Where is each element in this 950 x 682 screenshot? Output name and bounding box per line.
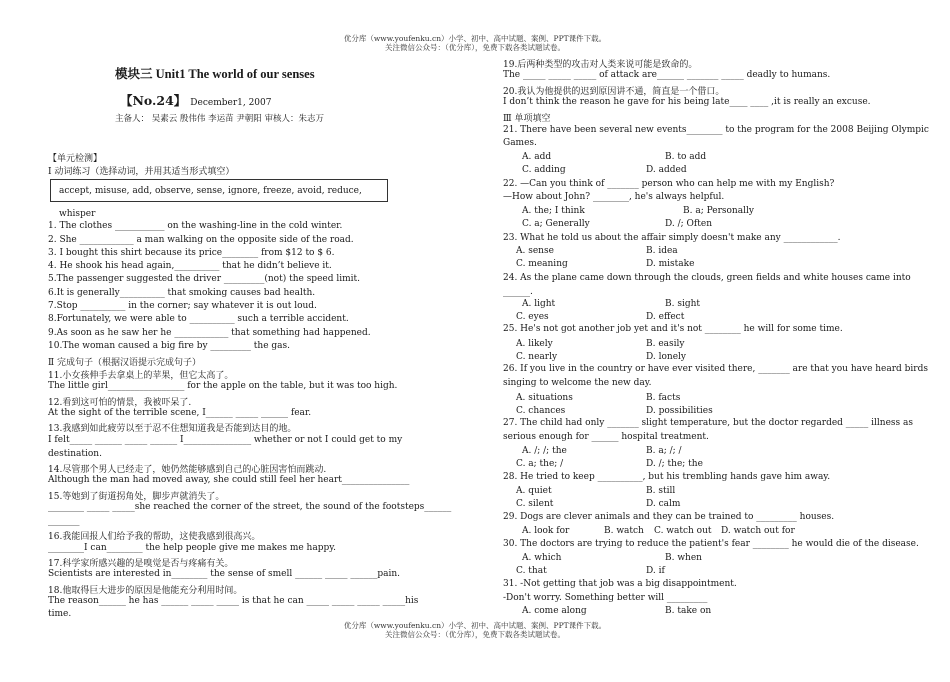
answer-option: A. come along (522, 606, 587, 616)
right-line: 25. He's not got another job yet and it's not ________ he will for some time. (503, 324, 843, 334)
right-line: Ⅲ 单项填空 (503, 114, 551, 124)
right-line: I don’t think the reason he gave for his being late____ ____ ,it is really an excuse. (503, 97, 871, 107)
left-line: The little girl_________________ for the apple on the table, but it was too high. (48, 381, 398, 391)
right-line: ______. (503, 287, 533, 297)
answer-option: B. watch (604, 526, 644, 536)
section-1-heading: I 动词练习（选择动词，并用其适当形式填空） (48, 167, 235, 177)
left-line: Ⅱ 完成句子（根据汉语提示完成句子） (48, 358, 201, 368)
right-line: 31. -Not getting that job was a big disappointment. (503, 579, 737, 589)
right-line: 21. There have been several new events________ to the program for the 2008 Beijing Olympic (503, 125, 929, 135)
page-header (0, 34, 950, 52)
answer-option: A. the; I think (522, 206, 585, 216)
answer-option: A. situations (516, 393, 573, 403)
answer-option: A. which (522, 553, 562, 563)
answer-option: C. a; the; / (516, 459, 564, 469)
header-line-1: 优分库（www.youfenku.cn）小学、初中、高中试题、案例、PPT课件下载。 (343, 34, 607, 43)
answer-option: B. idea (646, 246, 678, 256)
answer-option: B. a; Personally (683, 206, 754, 216)
left-line: 18.他取得巨大进步的原因是他能充分利用时间。 (48, 586, 243, 596)
left-line: 9.As soon as he saw her he ____________ that something had happened. (48, 328, 371, 338)
answer-option: A. add (522, 152, 552, 162)
left-line: time. (48, 609, 72, 619)
left-line: 2. She ____________ a man walking on the opposite side of the road. (48, 235, 354, 245)
answer-option: D. lonely (646, 352, 686, 362)
answer-option: C. silent (516, 499, 554, 509)
left-line: destination. (48, 449, 102, 459)
left-line: I felt_____ ______ _____ ______ I_______________ whether or not I could get to my (48, 435, 403, 445)
doc-number-label: 【No.24】 (120, 93, 187, 108)
answer-option: D. effect (646, 312, 685, 322)
answer-option: D. added (646, 165, 687, 175)
right-line: 19.后两种类型的攻击对人类来说可能是致命的。 (503, 60, 698, 70)
right-line: 20.我认为他提供的迟到原因讲不通，简直是一个借口。 (503, 87, 725, 97)
left-line: 15.等她到了街道拐角处，脚步声就消失了。 (48, 492, 225, 502)
footer-line-1: 优分库（www.youfenku.cn）小学、初中、高中试题、案例、PPT课件下载。 (343, 621, 607, 630)
right-line: 28. He tried to keep __________, but his trembling hands gave him away. (503, 472, 831, 482)
doc-staff: 主备人： 吴素云 殷伟伟 李运苗 尹朝阳 审核人：朱志万 (115, 114, 325, 124)
answer-option: B. still (646, 486, 676, 496)
answer-option: B. when (665, 553, 702, 563)
left-line: The reason______ he has ______ _____ _____ is that he can _____ _____ _____ _____his (48, 596, 419, 606)
answer-option: B. to add (665, 152, 707, 162)
answer-option: D. mistake (646, 259, 695, 269)
answer-option: C. a; Generally (522, 219, 590, 229)
doc-title: 模块三 Unit1 The world of our senses (115, 67, 315, 81)
answer-option: C. meaning (516, 259, 568, 269)
answer-option: D. /; the; the (646, 459, 703, 469)
right-line: The _____ _____ _____ of attack are______ _______ _____ deadly to humans. (503, 70, 831, 80)
left-line: ________I can________ the help people give me makes me happy. (48, 543, 336, 553)
answer-option: A. /; /; the (522, 446, 567, 456)
answer-option: C. adding (522, 165, 566, 175)
header-line-2: 关注微信公众号：（优分库），免费下载各类试题试卷。 (385, 43, 565, 52)
right-line: -Don't worry. Something better will _________ (503, 593, 708, 603)
left-line: 7.Stop __________ in the corner; say whatever it is out loud. (48, 301, 317, 311)
left-line: _______ (48, 516, 80, 526)
answer-option: C. chances (516, 406, 566, 416)
answer-option: B. facts (646, 393, 681, 403)
answer-option: B. a; /; / (646, 446, 682, 456)
left-line: 12.看到这可怕的情景，我被吓呆了. (48, 398, 192, 408)
answer-option: C. that (516, 566, 547, 576)
answer-option: A. likely (516, 339, 553, 349)
left-line: 4. He shook his head again,__________ that he didn’t believe it. (48, 261, 332, 271)
left-line: 8.Fortunately, we were able to __________ such a terrible accident. (48, 314, 349, 324)
answer-option: D. watch out for (721, 526, 795, 536)
right-line: 24. As the plane came down through the clouds, green fields and white houses came into (503, 273, 911, 283)
answer-option: A. look for (522, 526, 570, 536)
answer-option: A. light (522, 299, 556, 309)
left-line: Although the man had moved away, she could still feel her heart_______________ (48, 475, 410, 485)
doc-date: December1, 2007 (190, 98, 272, 108)
left-line: At the sight of the terrible scene, I______ _____ ______ fear. (48, 408, 312, 418)
answer-option: C. eyes (516, 312, 549, 322)
right-line: 23. What he told us about the affair simply doesn't make any ____________. (503, 233, 841, 243)
right-line: 29. Dogs are clever animals and they can be trained to _________ houses. (503, 512, 835, 522)
left-line: 6.It is generally__________ that smoking causes bad health. (48, 288, 316, 298)
answer-option: C. watch out (654, 526, 712, 536)
right-line: singing to welcome the new day. (503, 378, 652, 388)
left-line: 10.The woman caused a big fire by _________ the gas. (48, 341, 291, 351)
answer-option: A. quiet (516, 486, 552, 496)
answer-option: B. sight (665, 299, 701, 309)
answer-option: D. calm (646, 499, 681, 509)
left-line: 17.科学家所感兴趣的是嗅觉是否与疼痛有关。 (48, 559, 234, 569)
left-line: 11.小女孩伸手去拿桌上的苹果，但它太高了。 (48, 371, 234, 381)
right-line: 27. The child had only _______ slight temperature, but the doctor regarded _____ illness as (503, 418, 913, 428)
answer-option: D. possibilities (646, 406, 713, 416)
page-footer (0, 621, 950, 639)
footer-line-2: 关注微信公众号：（优分库），免费下载各类试题试卷。 (385, 630, 565, 639)
left-line: 3. I bought this shirt because its price________ from $12 to $ 6. (48, 248, 335, 258)
answer-option: B. take on (665, 606, 712, 616)
right-line: Games. (503, 138, 537, 148)
right-line: 30. The doctors are trying to reduce the patient's fear ________ he would die of the disease. (503, 539, 919, 549)
right-line: 26. If you live in the country or have ever visited there, _______ are that you have heard birds (503, 364, 928, 374)
left-line: 14.尽管那个男人已经走了，她仍然能够感到自己的心脏因害怕而跳动. (48, 465, 327, 475)
answer-option: D. /; Often (665, 219, 712, 229)
left-line: Scientists are interested in________ the sense of smell ______ _____ ______pain. (48, 569, 400, 579)
left-line: 1. The clothes ___________ on the washing-line in the cold winter. (48, 221, 343, 231)
doc-number (120, 91, 271, 109)
answer-option: C. nearly (516, 352, 558, 362)
right-line: —How about John? ________, he's always helpful. (503, 192, 725, 202)
section-unit-test: 【单元检测】 (48, 154, 103, 164)
left-line: 16.我能回报人们给予我的帮助，这使我感到很高兴。 (48, 532, 261, 542)
left-line: ________ _____ _____she reached the corner of the street, the sound of the footsteps______ (48, 502, 452, 512)
left-line: 13.我感到如此疲劳以至于忍不住想知道我是否能到达目的地。 (48, 424, 297, 434)
right-line: 22. —Can you think of _______ person who can help me with my English? (503, 179, 835, 189)
answer-option: D. if (646, 566, 665, 576)
word-box: accept, misuse, add, observe, sense, ignore, freeze, avoid, reduce, whisper (50, 179, 388, 202)
answer-option: A. sense (516, 246, 554, 256)
right-line: serious enough for ______ hospital treatment. (503, 432, 709, 442)
left-line: 5.The passenger suggested the driver _________(not) the speed limit. (48, 274, 360, 284)
answer-option: B. easily (646, 339, 685, 349)
